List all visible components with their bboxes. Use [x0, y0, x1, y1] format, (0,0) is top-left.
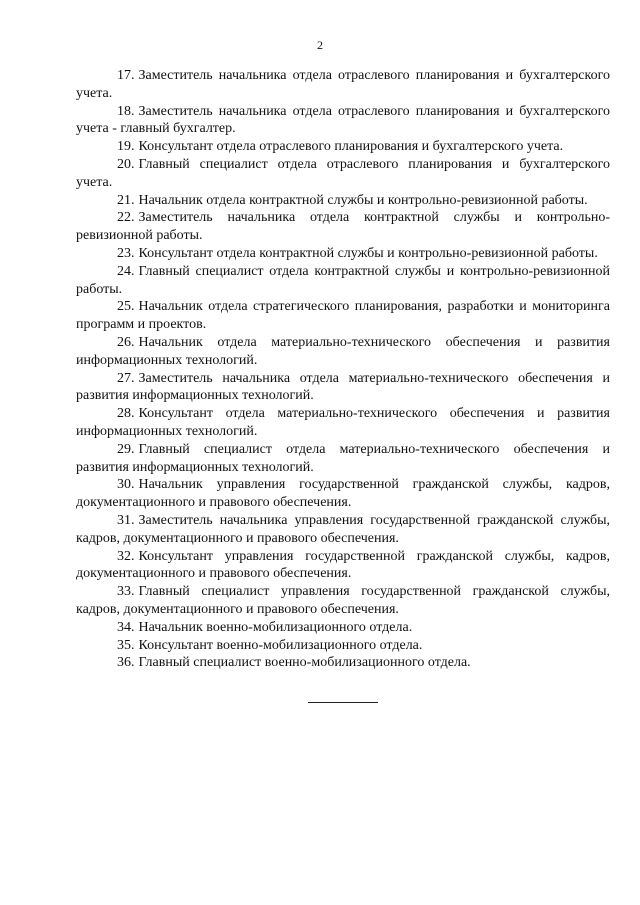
item-text: Консультант отдела отраслевого планирования и бухгалтерского учета. — [138, 139, 564, 155]
list-item — [76, 334, 610, 370]
item-number: 31. — [117, 512, 135, 528]
item-number: 21. — [117, 192, 135, 208]
item-text: Начальник отдела контрактной службы и контрольно-ревизионной работы. — [138, 192, 588, 208]
item-text: Консультант военно-мобилизационного отдела. — [138, 637, 423, 653]
list-item — [76, 138, 610, 156]
item-text: Начальник управления государственной гражданской службы, кадров, документационного и правового обеспечения. — [76, 477, 610, 511]
item-number: 22. — [117, 210, 135, 226]
item-number: 19. — [117, 139, 135, 155]
item-number: 29. — [117, 441, 135, 457]
list-item — [76, 512, 610, 548]
item-number: 25. — [117, 299, 135, 315]
item-number: 36. — [117, 655, 135, 671]
item-text: Консультант отдела материально-технического обеспечения и развития информационных технологий. — [76, 406, 610, 439]
list-item — [76, 209, 610, 245]
item-number: 35. — [117, 637, 135, 653]
list-item — [76, 637, 610, 655]
item-text: Заместитель начальника отдела отраслевого планирования и бухгалтерского учета. — [76, 68, 610, 101]
list-item — [76, 156, 610, 192]
item-number: 23. — [117, 245, 135, 261]
end-divider — [308, 702, 378, 703]
item-text: Главный специалист управления государственной гражданской службы, кадров, документационного и правового обеспечения. — [76, 584, 610, 617]
item-text: Главный специалист отдела контрактной службы и контрольно-ревизионной работы. — [76, 263, 610, 297]
item-text: Заместитель начальника отдела материально-технического обеспечения и развития информационных технологий. — [76, 370, 610, 404]
item-number: 30. — [117, 477, 135, 493]
item-text: Консультант управления государственной гражданской службы, кадров, документационного и правового обеспечения. — [76, 548, 610, 582]
list-item — [76, 192, 610, 210]
list-item — [76, 441, 610, 477]
list-item — [76, 654, 610, 672]
item-number: 34. — [117, 619, 135, 635]
item-text: Консультант отдела контрактной службы и контрольно-ревизионной работы. — [138, 245, 598, 261]
list-item — [76, 619, 610, 637]
item-number: 27. — [117, 370, 135, 386]
list-item — [76, 548, 610, 584]
item-number: 32. — [117, 548, 135, 564]
item-text: Заместитель начальника отдела отраслевого планирования и бухгалтерского учета - главный бухгалтер. — [76, 103, 610, 137]
item-text: Начальник отдела материально-технического обеспечения и развития информационных технологий. — [76, 334, 610, 368]
item-text: Заместитель начальника управления государственной гражданской службы, кадров, документационного и правового обеспечения. — [76, 512, 610, 546]
item-number: 28. — [117, 406, 135, 422]
list-item — [76, 298, 610, 334]
item-number: 17. — [117, 68, 135, 83]
list-item — [76, 263, 610, 299]
list-item — [76, 103, 610, 139]
list-item — [76, 405, 610, 441]
item-text: Главный специалист военно-мобилизационного отдела. — [138, 655, 471, 671]
list-item — [76, 67, 610, 103]
item-text: Начальник военно-мобилизационного отдела. — [138, 619, 413, 635]
item-text: Главный специалист отдела отраслевого планирования и бухгалтерского учета. — [76, 156, 610, 190]
item-number: 26. — [117, 334, 135, 350]
list-item — [76, 370, 610, 406]
item-number: 24. — [117, 263, 135, 279]
list-item — [76, 583, 610, 619]
item-text: Начальник отдела стратегического планирования, разработки и мониторинга программ и проектов. — [76, 299, 610, 333]
item-text: Заместитель начальника отдела контрактной службы и контрольно-ревизионной работы. — [76, 210, 610, 244]
list-item — [76, 476, 610, 512]
item-text: Главный специалист отдела материально-технического обеспечения и развития информационных технологий. — [76, 441, 610, 475]
list-item — [76, 245, 610, 263]
item-number: 18. — [117, 103, 135, 119]
item-number: 33. — [117, 584, 135, 600]
item-number: 20. — [117, 156, 135, 172]
page-number: 2 — [317, 38, 323, 52]
position-list — [76, 67, 610, 672]
